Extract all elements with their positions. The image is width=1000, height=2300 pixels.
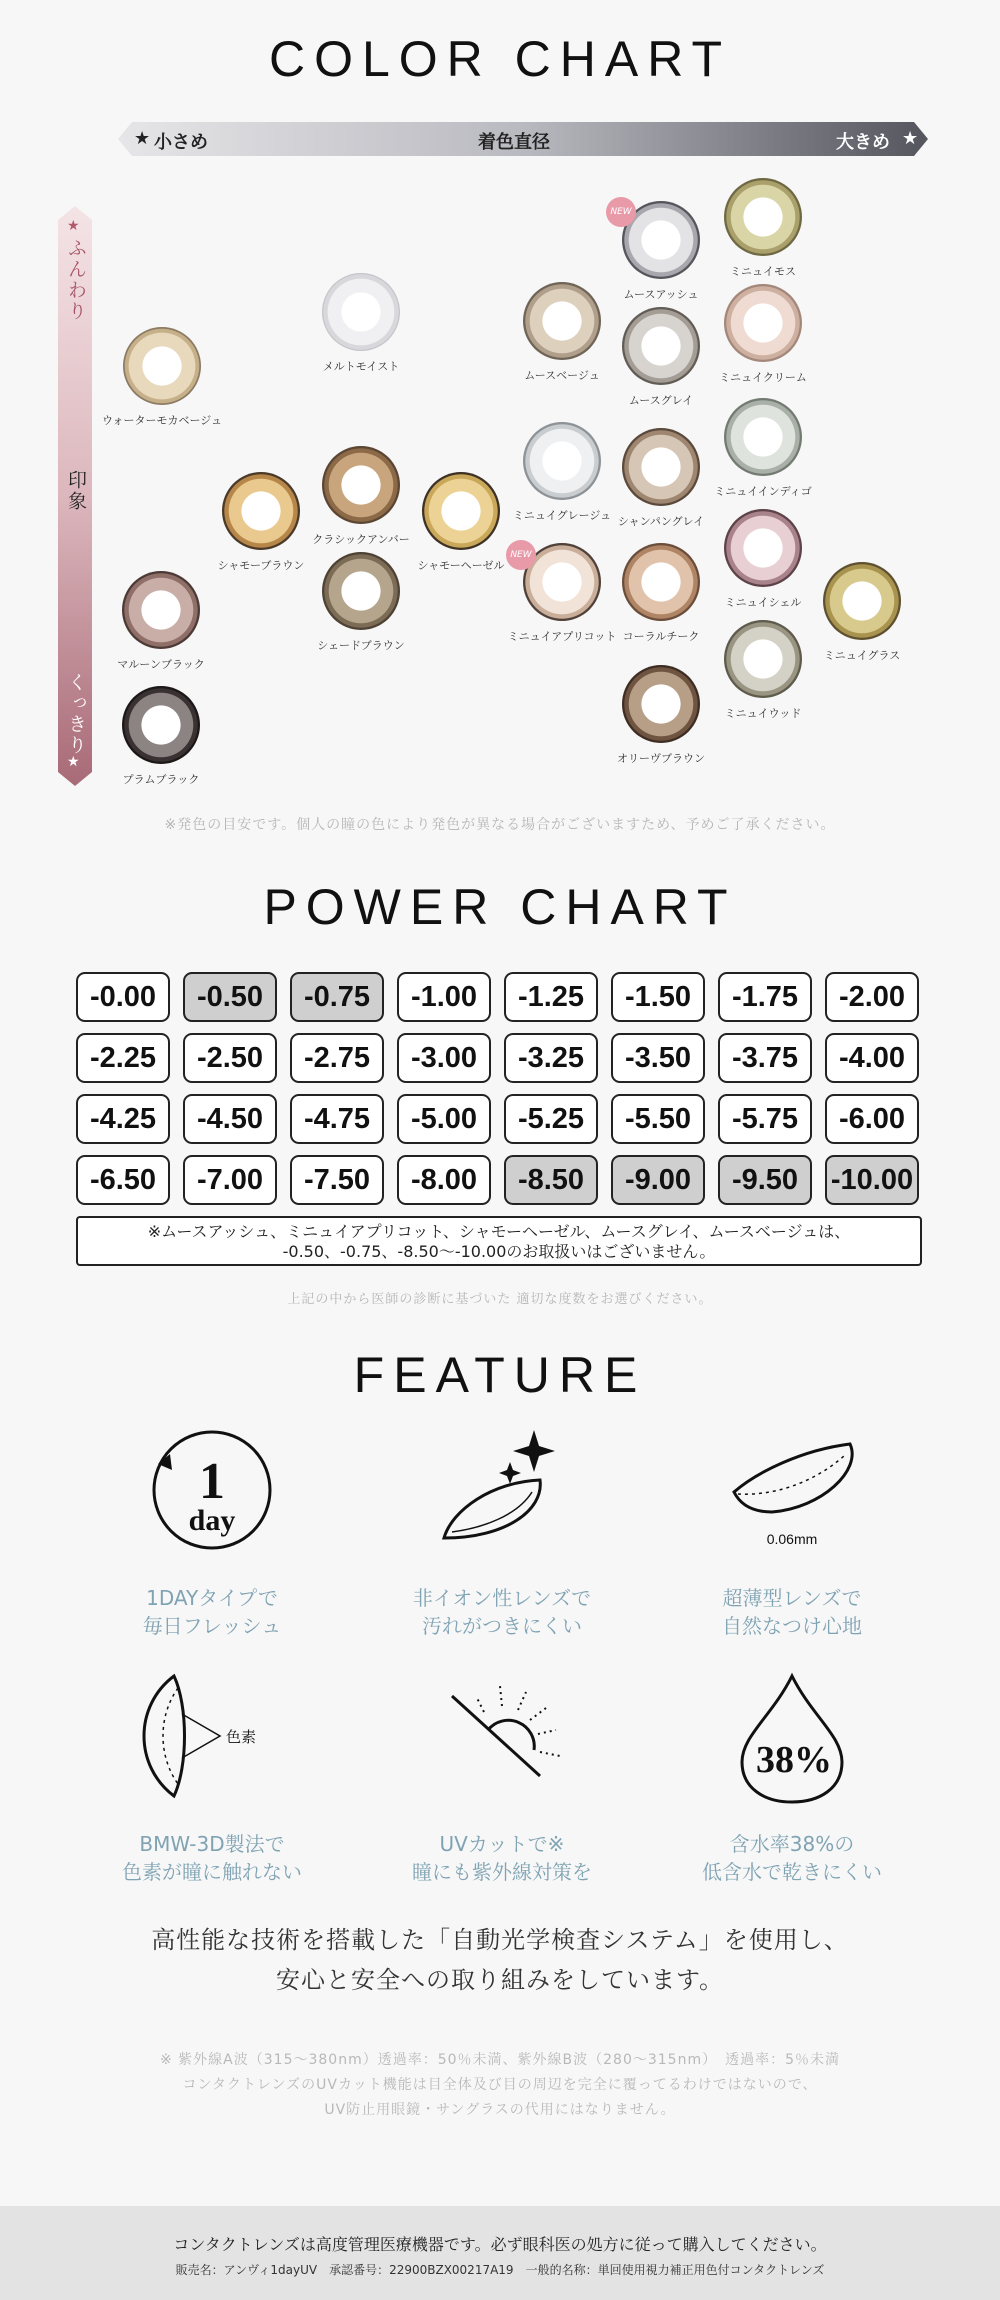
lens-label: ミニュイウッド — [724, 707, 802, 720]
lens-label: ミニュイインディゴ — [714, 485, 812, 498]
pigment-label: 色素 — [226, 1728, 257, 1746]
lens-label: シャモーヘーゼル — [417, 559, 505, 572]
pigment-layer-icon — [132, 1666, 292, 1806]
power-cell: -4.00 — [825, 1033, 919, 1083]
lens-mini-cream — [724, 284, 802, 362]
power-cell: -5.50 — [611, 1094, 705, 1144]
lens-mini-indigo — [724, 398, 802, 476]
power-cell: -3.25 — [504, 1033, 598, 1083]
power-cell: -6.00 — [825, 1094, 919, 1144]
size-small-label: 小さめ — [154, 132, 208, 153]
lens-label: ムースグレイ — [628, 394, 694, 407]
power-note — [76, 1216, 922, 1266]
power-cell: -8.00 — [397, 1155, 491, 1205]
power-cell: -3.50 — [611, 1033, 705, 1083]
impression-scale-bar — [58, 206, 92, 786]
power-cell: -1.75 — [718, 972, 812, 1022]
star-bottom-icon: ★ — [67, 754, 80, 770]
lens-label: ミニュイグレージュ — [512, 509, 612, 522]
lens-label: ムースベージュ — [524, 369, 600, 382]
power-cell: -2.75 — [290, 1033, 384, 1083]
lens-label: クラシックアンバー — [312, 533, 410, 546]
power-note-line2: -0.50、-0.75、-8.50～-10.00のお取扱いはございません。 — [282, 1242, 716, 1261]
lens-label: ミニュイモス — [730, 265, 796, 278]
feature-caption-6a: 含水率38%の — [729, 1832, 855, 1856]
power-cell: -6.50 — [76, 1155, 170, 1205]
inspection-headline — [0, 1920, 1000, 2000]
power-cell: -9.00 — [611, 1155, 705, 1205]
1day-word: day — [188, 1504, 236, 1537]
power-cell: -2.00 — [825, 972, 919, 1022]
power-cell: -2.25 — [76, 1033, 170, 1083]
power-chart-title: POWER CHART — [263, 879, 737, 935]
lens-mousse-gray — [622, 307, 700, 385]
power-cell: -8.50 — [504, 1155, 598, 1205]
feature-water-content — [642, 1666, 942, 1886]
1day-icon — [142, 1420, 282, 1560]
lens-melt-moist — [322, 273, 400, 351]
power-cell: -7.00 — [183, 1155, 277, 1205]
power-cell: -4.50 — [183, 1094, 277, 1144]
new-badge: NEW — [606, 197, 636, 227]
lens-mini-wood — [724, 620, 802, 698]
lens-label: プラムブラック — [122, 773, 200, 786]
power-cell: -1.50 — [611, 972, 705, 1022]
power-cell: -2.50 — [183, 1033, 277, 1083]
color-disclaimer: ※発色の目安です。個人の瞳の色により発色が異なる場合がございますため、予めご了承ください。 — [164, 817, 836, 833]
star-top-icon: ★ — [67, 218, 80, 234]
power-cell: -10.00 — [825, 1155, 919, 1205]
lens-mini-shell — [724, 509, 802, 587]
headline-line1: 高性能な技術を搭載した「自動光学検査システム」を使用し、 — [151, 1926, 849, 1954]
lens-label: ミニュイグラス — [823, 649, 901, 662]
lens-mini-greige — [523, 422, 601, 500]
power-note-line1: ※ムースアッシュ、ミニュイアプリコット、シャモーヘーゼル、ムースグレイ、ムースベージュは、 — [147, 1222, 851, 1241]
1day-number: 1 — [199, 1453, 225, 1510]
power-cell: -1.00 — [397, 972, 491, 1022]
lens-label: オリーヴブラウン — [617, 752, 705, 765]
size-large-label: 大きめ — [836, 132, 890, 153]
feature-caption-5a: UVカットで※ — [439, 1832, 565, 1856]
lens-champagne-gray — [622, 428, 700, 506]
lens-label: メルトモイスト — [322, 360, 400, 373]
uv-note-line3: UV防止用眼鏡・サングラスの代用にはなりません。 — [324, 2102, 676, 2118]
power-cell: -5.75 — [718, 1094, 812, 1144]
water-drop-icon — [712, 1666, 872, 1806]
lens-mini-grass — [823, 562, 901, 640]
lens-sparkle-icon — [422, 1420, 582, 1560]
feature-caption-4b: 色素が瞳に触れない — [122, 1860, 302, 1884]
lens-label: シャモーブラウン — [217, 559, 305, 572]
feature-caption-3b: 自然なつけ心地 — [722, 1614, 862, 1638]
feature-non-ionic — [352, 1420, 652, 1640]
lens-olive-brown — [622, 665, 700, 743]
star-left-icon: ★ — [134, 128, 151, 149]
lens-label: コーラルチーク — [622, 630, 700, 643]
feature-caption-2a: 非イオン性レンズで — [412, 1586, 592, 1610]
feature-1day — [62, 1420, 362, 1640]
lens-coral-cheek — [622, 543, 700, 621]
lens-label: シャンパングレイ — [617, 515, 705, 528]
uv-note-line1: ※ 紫外線A波（315～380nm）透過率：50％未満、紫外線B波（280～315nm） 透過率：5％未満 — [160, 2052, 840, 2068]
feature-title: FEATURE — [353, 1347, 647, 1403]
power-cell: -7.50 — [290, 1155, 384, 1205]
feature-caption-3a: 超薄型レンズで — [722, 1586, 862, 1610]
power-cell: -3.00 — [397, 1033, 491, 1083]
feature-ultra-thin — [642, 1420, 942, 1640]
lens-shamo-brown — [222, 472, 300, 550]
lens-label: ミニュイアプリコット — [507, 630, 617, 643]
lens-shamo-hazel — [422, 472, 500, 550]
lens-label: ウォーターモカベージュ — [101, 414, 223, 427]
new-badge: NEW — [506, 540, 536, 570]
footer-line1: コンタクトレンズは高度管理医療機器です。必ず眼科医の処方に従って購入してください。 — [173, 2235, 827, 2254]
power-cell: -9.50 — [718, 1155, 812, 1205]
power-cell: -0.75 — [290, 972, 384, 1022]
feature-caption-1b: 毎日フレッシュ — [142, 1614, 282, 1638]
footer-line2: 販売名：アンヴィ1dayUV 承認番号：22900BZX00217A19 一般的名称：単回使用視力補正用色付コンタクトレンズ — [175, 2263, 825, 2277]
uv-sun-icon — [422, 1666, 582, 1806]
thickness-value: 0.06mm — [766, 1531, 818, 1547]
headline-line2: 安心と安全への取り組みをしています。 — [275, 1966, 725, 1994]
impression-label: 印象 — [65, 470, 87, 512]
feature-caption-1a: 1DAYタイプで — [146, 1586, 278, 1610]
lens-water-mocha-beige — [123, 327, 201, 405]
lens-mousse-beige — [523, 282, 601, 360]
lens-plum-black — [122, 686, 200, 764]
water-percent: 38% — [756, 1739, 832, 1781]
lens-label: シェードブラウン — [317, 639, 405, 652]
lens-shade-brown — [322, 552, 400, 630]
uv-note-line2: コンタクトレンズのUVカット機能は目全体及び目の周辺を完全に覆ってるわけではないので、 — [182, 2077, 818, 2093]
lens-marron-black — [122, 571, 200, 649]
lens-label: ミニュイシェル — [724, 596, 802, 609]
power-cell: -3.75 — [718, 1033, 812, 1083]
lens-mini-moss — [724, 178, 802, 256]
diameter-scale-bar — [118, 122, 928, 156]
star-right-icon: ★ — [902, 128, 919, 149]
legal-footer — [0, 2206, 1000, 2300]
color-chart-title: COLOR CHART — [268, 31, 731, 87]
feature-caption-2b: 汚れがつきにくい — [422, 1614, 582, 1638]
power-cell: -5.00 — [397, 1094, 491, 1144]
size-center-label: 着色直径 — [478, 132, 550, 153]
feature-caption-5b: 瞳にも紫外線対策を — [412, 1860, 592, 1884]
lens-label: マルーンブラック — [117, 658, 205, 671]
lens-label: ミニュイクリーム — [719, 371, 807, 384]
thin-lens-icon — [712, 1420, 872, 1560]
power-cell: -0.00 — [76, 972, 170, 1022]
feature-uv-cut — [352, 1666, 652, 1886]
power-cell: -4.25 — [76, 1094, 170, 1144]
lens-classic-amber — [322, 446, 400, 524]
feature-caption-4a: BMW-3D製法で — [139, 1832, 285, 1856]
feature-caption-6b: 低含水で乾きにくい — [702, 1860, 882, 1884]
impression-soft-label: ふんわり — [65, 238, 87, 322]
power-cell: -4.75 — [290, 1094, 384, 1144]
power-cell: -0.50 — [183, 972, 277, 1022]
uv-footnote — [0, 2048, 1000, 2123]
power-cell: -1.25 — [504, 972, 598, 1022]
power-cell: -5.25 — [504, 1094, 598, 1144]
power-advice: 上記の中から医師の診断に基づいた 適切な度数をお選びください。 — [287, 1292, 713, 1307]
feature-bmw-3d — [62, 1666, 362, 1886]
lens-label: ムースアッシュ — [623, 288, 699, 301]
impression-sharp-label: くっきり — [65, 672, 87, 756]
